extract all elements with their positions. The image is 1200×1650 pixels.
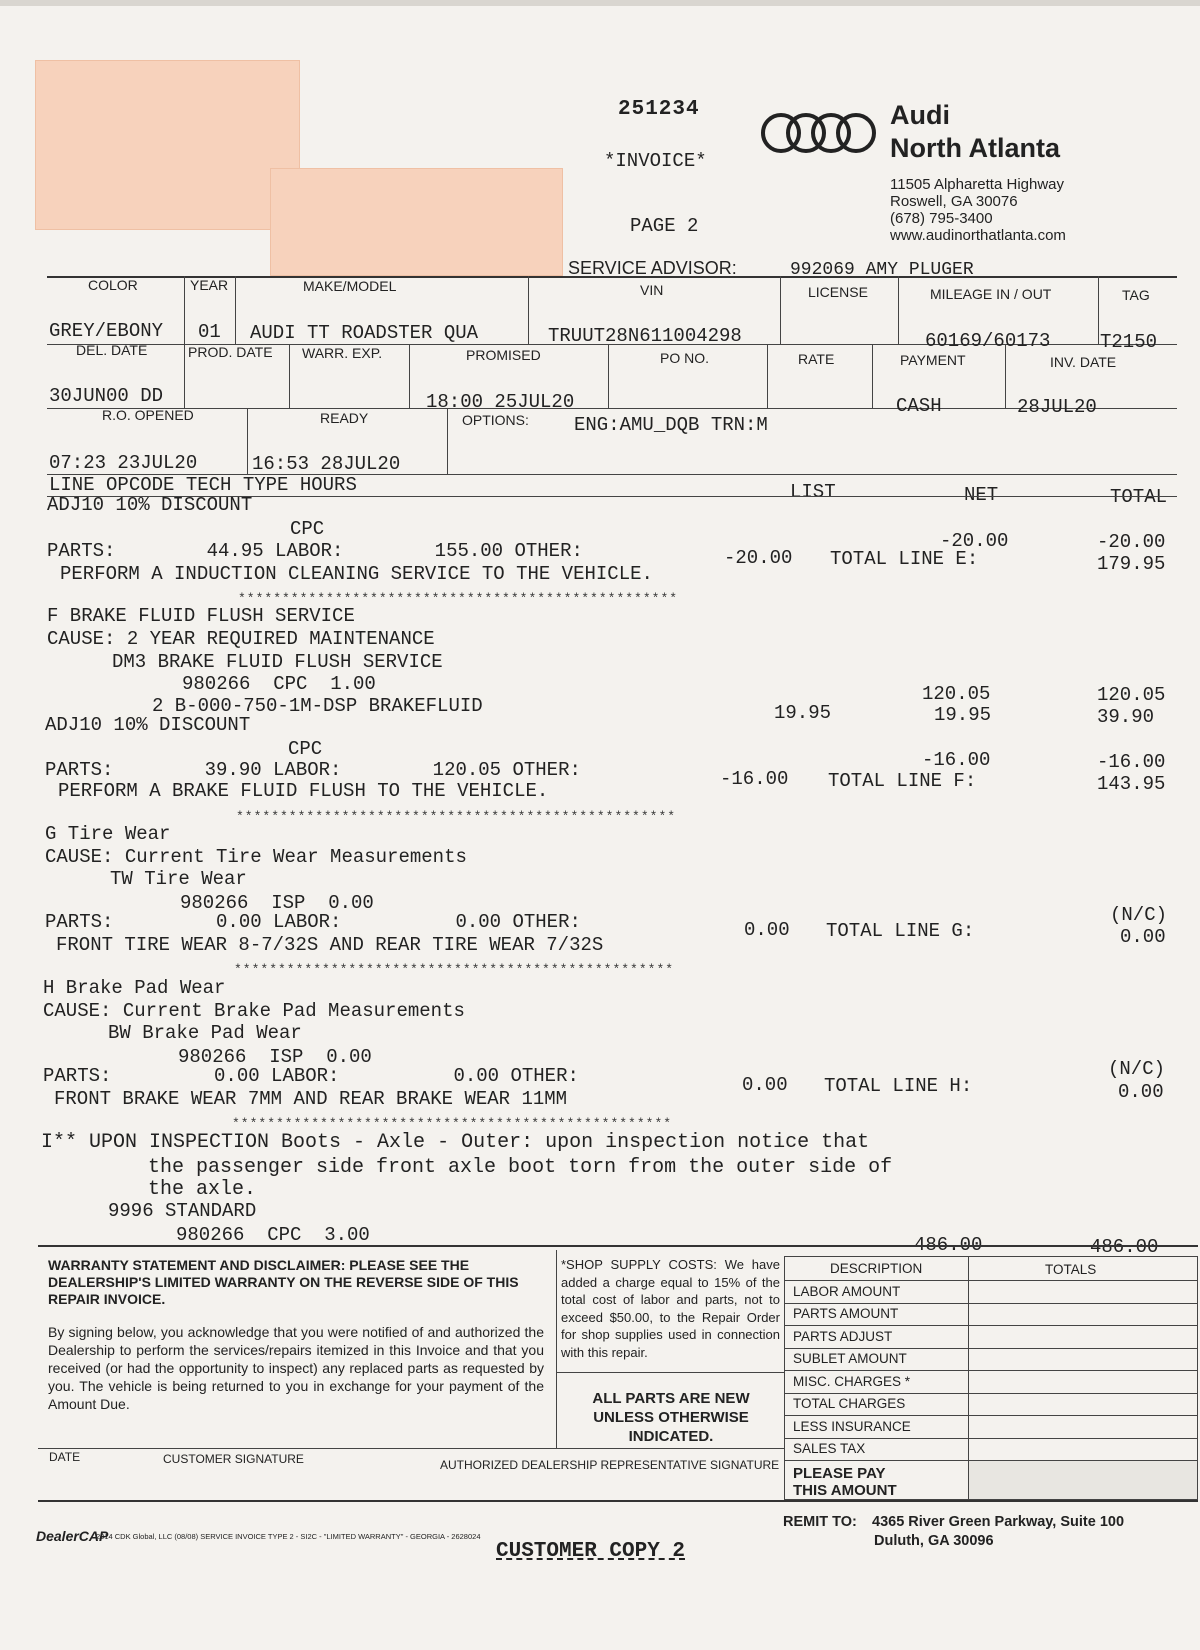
footer-top-rule [38,1245,1198,1247]
line-g-total: 0.00 [1120,926,1166,948]
label-inv-date: INV. DATE [1050,354,1117,370]
line-e-adj: ADJ10 10% DISCOUNT [47,494,253,516]
label-year: YEAR [190,277,229,293]
line-f-part: 2 B-000-750-1M-DSP BRAKEFLUID [152,695,483,717]
line-f-total-label: TOTAL LINE F: [828,770,977,792]
label-rate: RATE [798,351,835,367]
line-h-total-label: TOTAL LINE H: [824,1075,973,1097]
grid-divider [289,344,290,408]
totals-row-sales-tax: SALES TAX [793,1441,866,1456]
pay-amount-label-2: THIS AMOUNT [793,1482,897,1499]
grid-line [47,408,1177,409]
redaction-block-2 [270,168,563,276]
line-g-perform: FRONT TIRE WEAR 8-7/32S AND REAR TIRE WEAR 7/32S [56,934,604,956]
label-color: COLOR [88,277,138,293]
all-parts-new-note: ALL PARTS ARE NEW UNLESS OTHERWISE INDICATED. [592,1390,750,1445]
line-g-title: G Tire Wear [45,823,171,845]
label-payment: PAYMENT [900,352,966,368]
separator-stars: ************************************************** [232,1116,673,1131]
grid-divider [898,276,899,344]
dealer-address-line2: Roswell, GA 30076 [890,193,1018,210]
column-header-net: NET [964,484,999,506]
line-g-cause: CAUSE: Current Tire Wear Measurements [45,846,467,868]
customer-copy-label: CUSTOMER COPY 2 [496,1540,686,1563]
line-f-tech-total: 120.05 [1097,684,1166,706]
vehicle-vin: TRUUT28N611004298 [548,325,742,347]
line-i-total: 486.00 [1090,1236,1159,1258]
line-h-title: H Brake Pad Wear [43,977,226,999]
totals-header-totals: TOTALS [1045,1262,1097,1277]
pay-amount-value-box [969,1461,1197,1499]
audi-rings-logo [758,110,880,156]
dealer-address-line1: 11505 Alpharetta Highway [890,176,1065,193]
line-g-tech: 980266 ISP 0.00 [180,892,374,914]
line-g-op: TW Tire Wear [110,868,247,890]
vehicle-promised: 18:00 25JUL20 [426,391,575,413]
line-i-text-1: I** UPON INSPECTION Boots - Axle - Outer: upon inspection notice that [41,1131,870,1154]
warranty-statement: WARRANTY STATEMENT AND DISCLAIMER: PLEASE SEE THE DEALERSHIP'S LIMITED WARRANTY ON THE REVERSE SIDE OF THIS REPAIR INVOICE. [48,1257,519,1307]
line-f-disc-total: -16.00 [1097,751,1166,773]
line-g-other: 0.00 [744,919,790,941]
line-g-total-label: TOTAL LINE G: [826,920,975,942]
line-f-part-total: 39.90 [1097,706,1155,728]
dealer-phone: (678) 795-3400 [890,210,993,227]
signature-bottom-rule [38,1500,1198,1502]
line-h-parts-summary: PARTS: 0.00 LABOR: 0.00 OTHER: [43,1065,579,1087]
line-e-disc-total: -20.00 [1097,531,1166,553]
grid-divider [184,276,185,344]
form-id-text: 2014 CDK Global, LLC (08/08) SERVICE INVOICE TYPE 2 - SI2C - "LIMITED WARRANTY" - GEORGIA - 2628024 [96,1532,481,1541]
grid-divider [447,408,448,474]
vehicle-payment: CASH [896,395,942,417]
line-f-tech: 980266 CPC 1.00 [182,673,376,695]
totals-row-parts-adjust: PARTS ADJUST [793,1329,893,1344]
separator-stars: ************************************************** [238,591,679,606]
column-header-list: LIST [790,481,836,503]
column-header-left: LINE OPCODE TECH TYPE HOURS [49,474,357,496]
separator-stars: ************************************************** [236,809,677,824]
vehicle-mileage: 60169/60173 [925,330,1051,352]
label-ro-opened: R.O. OPENED [102,407,194,423]
date-label: DATE [49,1450,81,1464]
label-tag: TAG [1122,287,1150,303]
separator-stars: ************************************************** [234,962,675,977]
grid-divider [409,344,410,408]
invoice-label: *INVOICE* [604,150,707,172]
line-e-net: -20.00 [940,530,1009,552]
totals-header-description: DESCRIPTION [830,1261,923,1276]
shop-supply-note: *SHOP SUPPLY COSTS: We have added a charge equal to 15% of the total cost of labor and parts, not to exceed $50.00, to the Repair Order for shop supplies used in connection with this repair. [561,1257,780,1360]
line-i-text-2: the passenger side front axle boot torn from the outer side of [148,1156,893,1179]
dealer-website: www.audinorthatlanta.com [890,227,1066,244]
authorized-signature-label: AUTHORIZED DEALERSHIP REPRESENTATIVE SIGNATURE [440,1458,780,1472]
line-h-cause: CAUSE: Current Brake Pad Measurements [43,1000,465,1022]
dealer-name-line2: North Atlanta [890,133,1060,163]
totals-row-total-charges: TOTAL CHARGES [793,1396,906,1411]
footer-divider [556,1250,557,1448]
line-f-cpc: CPC [288,738,323,760]
totals-row-rule [784,1438,1198,1439]
vehicle-options: ENG:AMU_DQB TRN:M [574,414,768,436]
customer-signature-label: CUSTOMER SIGNATURE [163,1452,304,1466]
line-f-net: -16.00 [922,749,991,771]
line-f-part-net: 19.95 [934,704,992,726]
line-g-nc: (N/C) [1110,904,1168,926]
form-brand-logo: DealerCAP [36,1528,109,1544]
line-h-total: 0.00 [1118,1081,1164,1103]
label-warr-exp: WARR. EXP. [302,345,383,361]
line-f-part-list: 19.95 [774,702,832,724]
grid-divider [608,344,609,408]
ro-number: 251234 [618,98,700,121]
vehicle-del-date: 30JUN00 DD [49,385,164,407]
vehicle-inv-date: 28JUL20 [1017,396,1097,418]
paper-edge [0,0,1200,6]
line-f-total: 143.95 [1097,773,1166,795]
totals-row-rule [784,1280,1198,1281]
grid-divider [528,276,529,344]
label-mileage: MILEAGE IN / OUT [930,286,1052,302]
warranty-body: By signing below, you acknowledge that you were notified of and authorized the Dealership to perform the services/repairs itemized in this Invoice and that you received (or had the opportunity to inspect) any replaced parts as requested by you. The vehicle is being returned to you in exchange for your payment of the Amount Due. [48,1324,544,1412]
grid-divider [1098,276,1099,344]
line-i-tech: 980266 CPC 3.00 [176,1224,370,1246]
remit-address-line1: 4365 River Green Parkway, Suite 100 [872,1514,1125,1530]
line-e-total-label: TOTAL LINE E: [830,548,979,570]
vehicle-ready: 16:53 28JUL20 [252,453,401,475]
line-i-net: 486.00 [914,1234,983,1256]
line-e-parts-summary: PARTS: 44.95 LABOR: 155.00 OTHER: [47,540,583,562]
totals-row-rule [784,1303,1198,1304]
service-advisor-value: 992069 AMY PLUGER [790,260,974,280]
line-i-op: 9996 STANDARD [108,1200,257,1222]
label-del-date: DEL. DATE [76,342,148,358]
line-e-other: -20.00 [724,547,793,569]
vehicle-ro-opened: 07:23 23JUL20 [49,452,198,474]
page-number: PAGE 2 [630,215,699,237]
totals-row-rule [784,1415,1198,1416]
remit-label: REMIT TO: [783,1514,857,1530]
grid-divider [235,276,236,344]
grid-divider [767,344,768,408]
totals-row-parts: PARTS AMOUNT [793,1306,899,1321]
label-prod-date: PROD. DATE [188,344,273,360]
label-ready: READY [320,410,369,426]
service-advisor-label: SERVICE ADVISOR: [568,258,737,278]
totals-row-less-insurance: LESS INSURANCE [793,1419,911,1434]
totals-row-rule [784,1325,1198,1326]
pay-amount-label-1: PLEASE PAY [793,1465,886,1482]
line-h-tech: 980266 ISP 0.00 [178,1046,372,1068]
line-f-op: DM3 BRAKE FLUID FLUSH SERVICE [112,651,443,673]
totals-row-rule [784,1348,1198,1349]
totals-row-rule [784,1393,1198,1394]
label-options: OPTIONS: [462,412,529,428]
remit-address-line2: Duluth, GA 30096 [874,1533,994,1549]
label-vin: VIN [640,282,664,298]
line-f-perform: PERFORM A BRAKE FLUID FLUSH TO THE VEHICLE. [58,780,549,802]
line-f-title: F BRAKE FLUID FLUSH SERVICE [47,605,355,627]
line-h-op: BW Brake Pad Wear [108,1022,302,1044]
signature-top-rule [38,1448,784,1449]
grid-divider [184,344,185,408]
line-e-perform: PERFORM A INDUCTION CLEANING SERVICE TO THE VEHICLE. [60,563,653,585]
label-make-model: MAKE/MODEL [303,278,397,294]
totals-row-rule [784,1370,1198,1371]
grid-divider [247,408,248,474]
vehicle-color: GREY/EBONY [49,320,164,342]
vehicle-year: 01 [198,321,221,343]
grid-divider [872,344,873,408]
label-po-no: PO NO. [660,350,710,366]
footer-rule [556,1372,784,1373]
line-e-cpc: CPC [290,518,325,540]
grid-divider [780,276,781,344]
line-i-text-3: the axle. [148,1178,257,1201]
totals-row-sublet: SUBLET AMOUNT [793,1351,907,1366]
vehicle-make-model: AUDI TT ROADSTER QUA [250,322,479,344]
label-license: LICENSE [808,284,868,300]
line-g-parts-summary: PARTS: 0.00 LABOR: 0.00 OTHER: [45,911,581,933]
dealer-name-line1: Audi [890,100,950,130]
redaction-block-1 [35,60,300,230]
totals-row-misc: MISC. CHARGES * [793,1374,911,1389]
grid-divider [1005,344,1006,408]
line-f-other: -16.00 [720,768,789,790]
line-e-total: 179.95 [1097,553,1166,575]
vehicle-tag: T2150 [1100,331,1158,353]
line-f-adj: ADJ10 10% DISCOUNT [45,714,251,736]
column-header-total: TOTAL [1110,486,1168,508]
line-f-parts-summary: PARTS: 39.90 LABOR: 120.05 OTHER: [45,759,581,781]
line-h-other: 0.00 [742,1074,788,1096]
label-promised: PROMISED [466,347,541,363]
line-f-tech-net: 120.05 [922,683,991,705]
line-f-cause: CAUSE: 2 YEAR REQUIRED MAINTENANCE [47,628,435,650]
line-h-perform: FRONT BRAKE WEAR 7MM AND REAR BRAKE WEAR 11MM [54,1088,568,1110]
totals-row-labor: LABOR AMOUNT [793,1284,901,1299]
line-h-nc: (N/C) [1108,1058,1166,1080]
